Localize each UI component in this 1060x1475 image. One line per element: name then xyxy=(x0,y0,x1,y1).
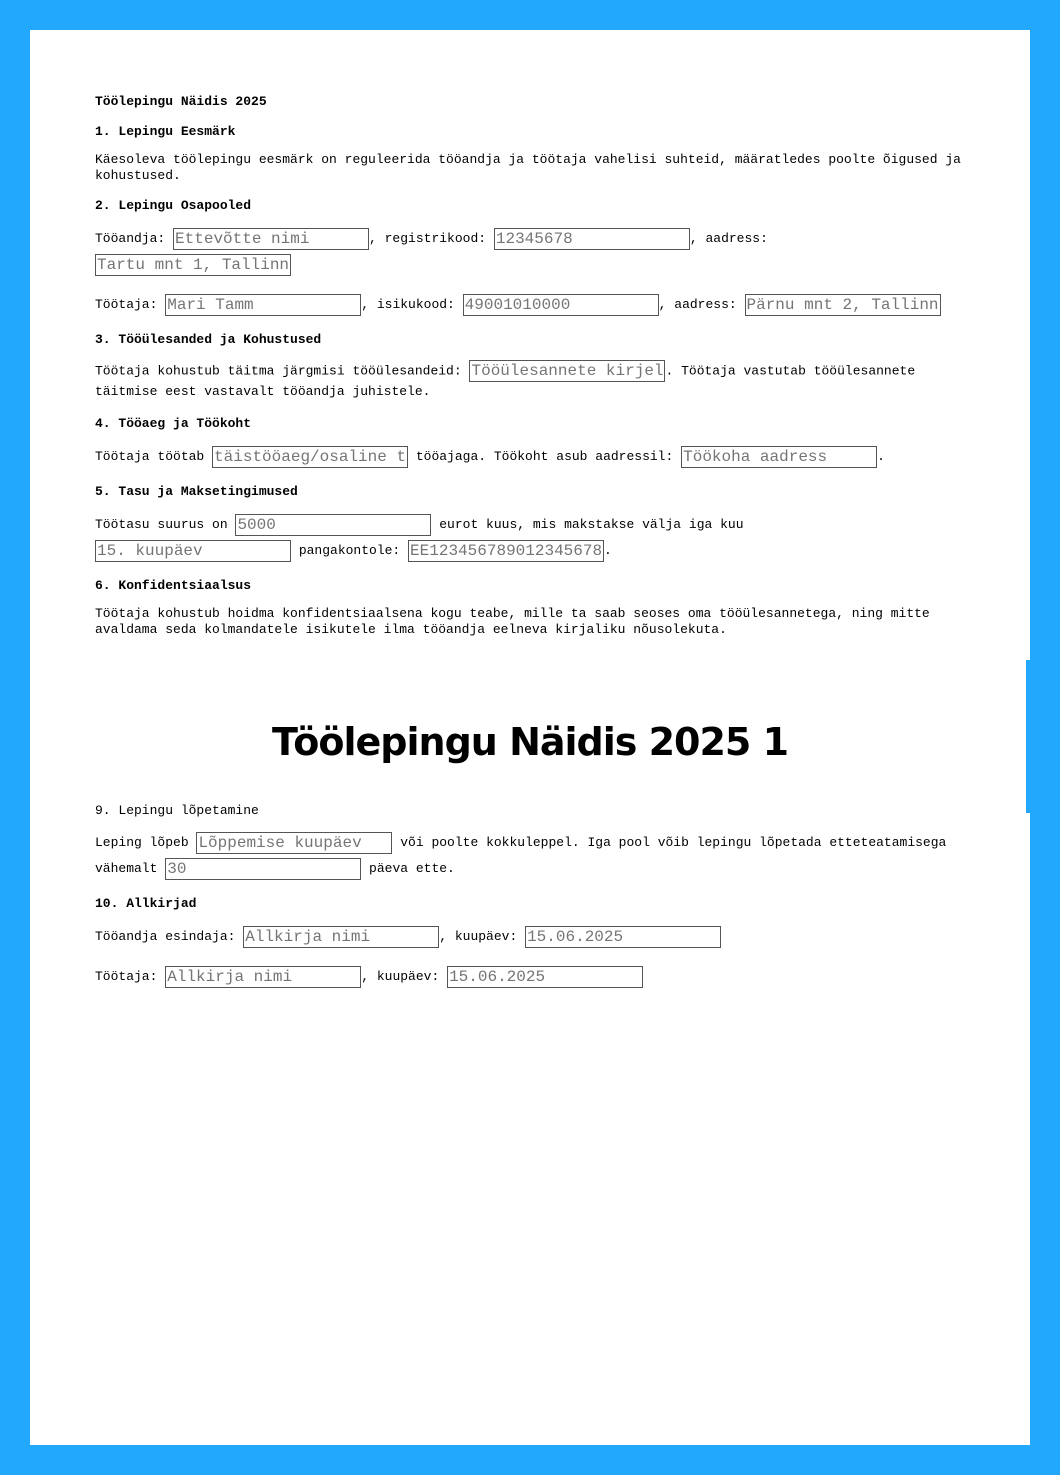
section-9-heading-cut: 9. Lepingu lõpetamine xyxy=(95,803,259,818)
employee-sign-label: Töötaja: xyxy=(95,969,158,984)
worktime-text-b: tööajaga. Töökoht asub aadressil: xyxy=(415,449,674,464)
employee-address-field[interactable] xyxy=(745,294,941,316)
termination-text-a: Leping lõpeb xyxy=(95,835,189,850)
section-3-heading: 3. Tööülesanded ja Kohustused xyxy=(95,332,322,347)
id-code-field[interactable] xyxy=(463,294,659,316)
employer-name-field[interactable] xyxy=(173,228,369,250)
employee-label: Töötaja: xyxy=(95,297,158,312)
section-5-heading: 5. Tasu ja Maksetingimused xyxy=(95,484,298,499)
contract-document xyxy=(95,94,975,652)
section-4-heading: 4. Tööaeg ja Töökoht xyxy=(95,416,252,431)
salary-text-c: pangakontole: xyxy=(298,543,401,558)
employee-address-label: , aadress: xyxy=(658,297,737,312)
employer-date-label: , kuupäev: xyxy=(439,929,518,944)
section-2-heading: 2. Lepingu Osapooled xyxy=(95,198,252,213)
overlay-edge xyxy=(1026,660,1030,813)
termination-text-b: või poolte kokkuleppel. Iga pool võib lepingu lõpetada etteteatamisega vähemalt xyxy=(95,835,947,876)
employee-signature-row xyxy=(95,964,975,990)
document-title: Töölepingu Näidis 2025 xyxy=(95,94,267,109)
worktime-text-c: . xyxy=(877,449,885,464)
employee-date-label: , kuupäev: xyxy=(361,969,440,984)
salary-text-b: eurot kuus, mis makstakse välja iga kuu xyxy=(439,517,744,532)
id-code-label: , isikukood: xyxy=(361,297,455,312)
section-10-heading: 10. Allkirjad xyxy=(95,896,197,911)
workplace-address-field[interactable] xyxy=(681,446,877,468)
contract-document-continued xyxy=(95,830,975,1004)
employer-signature-field[interactable] xyxy=(243,926,439,948)
tasks-text-b: . Töötaja vastutab tööülesannete täitmise eest vastavalt tööandja juhistele. xyxy=(95,363,916,399)
employer-date-field[interactable] xyxy=(525,926,721,948)
employer-address-field[interactable] xyxy=(95,254,291,276)
tasks-field[interactable] xyxy=(469,360,665,382)
tasks-row xyxy=(95,360,975,402)
employee-date-field[interactable] xyxy=(447,966,643,988)
worktime-text-a: Töötaja töötab xyxy=(95,449,205,464)
termination-text-c: päeva ette. xyxy=(369,861,455,876)
reg-code-label: , registrikood: xyxy=(369,231,487,246)
employer-rep-label: Tööandja esindaja: xyxy=(95,929,236,944)
termination-row xyxy=(95,830,975,882)
employee-name-field[interactable] xyxy=(165,294,361,316)
end-date-field[interactable] xyxy=(196,832,392,854)
section-6-text: Töötaja kohustub hoidma konfidentsiaalsena kogu teabe, mille ta saab seoses oma tööülesannetega, ning mitte avaldama seda kolmandatele isikutele ilma tööandja eelneva kirjaliku nõusolekuta. xyxy=(95,606,930,637)
overlay-title: Töölepingu Näidis 2025 1 xyxy=(271,720,789,764)
employee-signature-field[interactable] xyxy=(165,966,361,988)
payday-field[interactable] xyxy=(95,540,291,562)
worktime-row xyxy=(95,444,975,470)
employer-label: Tööandja: xyxy=(95,231,166,246)
salary-text-d: . xyxy=(604,543,612,558)
salary-row xyxy=(95,512,975,564)
employee-row xyxy=(95,292,975,318)
worktime-type-field[interactable] xyxy=(212,446,408,468)
tasks-text-a: Töötaja kohustub täitma järgmisi tööülesandeid: xyxy=(95,363,462,379)
section-6-heading: 6. Konfidentsiaalsus xyxy=(95,578,252,593)
section-1-text: Käesoleva töölepingu eesmärk on reguleerida tööandja ja töötaja vahelisi suhteid, määratledes poolte õigused ja kohustused. xyxy=(95,152,961,183)
employer-address-label: , aadress: xyxy=(689,231,768,246)
employer-signature-row xyxy=(95,924,975,950)
employer-row xyxy=(95,226,975,278)
salary-field[interactable] xyxy=(235,514,431,536)
iban-field[interactable] xyxy=(408,540,604,562)
notice-days-field[interactable] xyxy=(165,858,361,880)
reg-code-field[interactable] xyxy=(494,228,690,250)
salary-text-a: Töötasu suurus on xyxy=(95,517,228,532)
section-1-heading: 1. Lepingu Eesmärk xyxy=(95,124,236,139)
document-page xyxy=(30,30,1030,1445)
